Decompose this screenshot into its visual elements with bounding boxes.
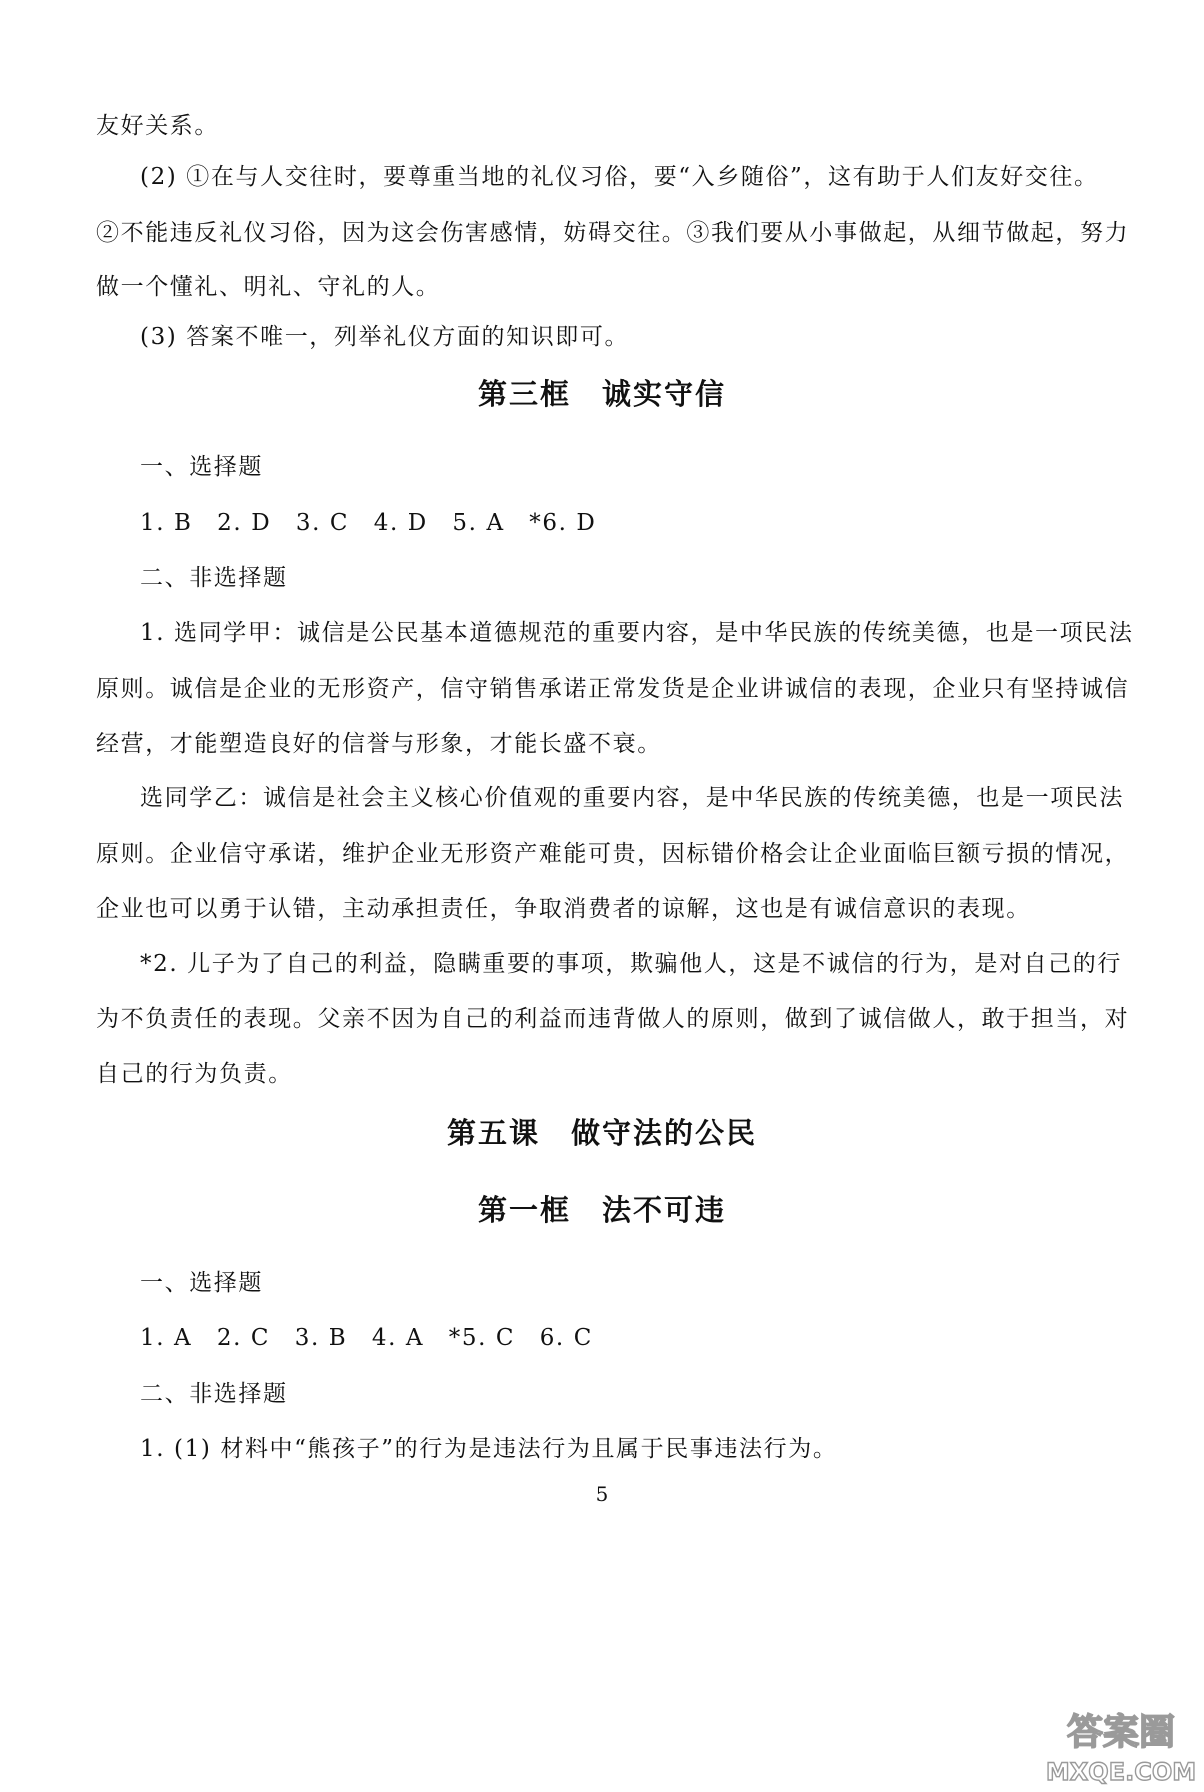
text-line: 原则。企业信守承诺，维护企业无形资产难能可贵，因标错价格会让企业面临巨额亏损的情况， [96,841,1130,867]
text-line: 自己的行为负责。 [96,1061,293,1087]
text-line: 做一个懂礼、明礼、守礼的人。 [96,274,441,300]
text-line: 经营，才能塑造良好的信誉与形象，才能长盛不衰。 [96,731,662,757]
text-line: 原则。诚信是企业的无形资产，信守销售承诺正常发货是企业讲诚信的表现，企业只有坚持诚信 [96,676,1130,702]
text-line: 二、非选择题 [140,565,288,591]
text-line: 友好关系。 [96,113,219,139]
page-number: 5 [595,1482,609,1506]
text-line: 一、选择题 [140,454,263,480]
text-line: 1. 选同学甲：诚信是公民基本道德规范的重要内容，是中华民族的传统美德，也是一项民法 [140,620,1134,646]
text-line: *2. 儿子为了自己的利益，隐瞒重要的事项，欺骗他人，这是不诚信的行为，是对自己的行 [140,951,1122,977]
text-line: 为不负责任的表现。父亲不因为自己的利益而违背做人的原则，做到了诚信做人，敢于担当，对 [96,1006,1130,1032]
text-line: ②不能违反礼仪习俗，因为这会伤害感情，妨碍交往。③我们要从小事做起，从细节做起，努力 [96,220,1130,246]
section-heading: 第三框 诚实守信 [477,377,726,411]
text-line: 1. (1) 材料中“熊孩子”的行为是违法行为且属于民事违法行为。 [140,1436,838,1462]
text-line: 一、选择题 [140,1270,263,1296]
text-line: (3) 答案不唯一，列举礼仪方面的知识即可。 [140,324,630,350]
watermark-main-text: 答案圈 [1066,1712,1176,1753]
watermark-logo-graphic [1046,1702,1196,1788]
text-line: (2) ①在与人交往时，要尊重当地的礼仪习俗，要“入乡随俗”，这有助于人们友好交往。 [140,164,1099,190]
text-line: 企业也可以勇于认错，主动承担责任，争取消费者的谅解，这也是有诚信意识的表现。 [96,896,1031,922]
section-heading: 第一框 法不可违 [477,1193,726,1227]
watermark-url-text: MXQE.COM [1046,1758,1196,1786]
lesson-heading: 第五课 做守法的公民 [446,1116,757,1150]
text-line: 1. A 2. C 3. B 4. A *5. C 6. C [140,1325,593,1351]
text-line: 1. B 2. D 3. C 4. D 5. A *6. D [140,510,597,536]
text-line: 二、非选择题 [140,1381,288,1407]
text-line: 选同学乙：诚信是社会主义核心价值观的重要内容，是中华民族的传统美德，也是一项民法 [140,785,1124,811]
watermark-logo [1046,1702,1196,1788]
